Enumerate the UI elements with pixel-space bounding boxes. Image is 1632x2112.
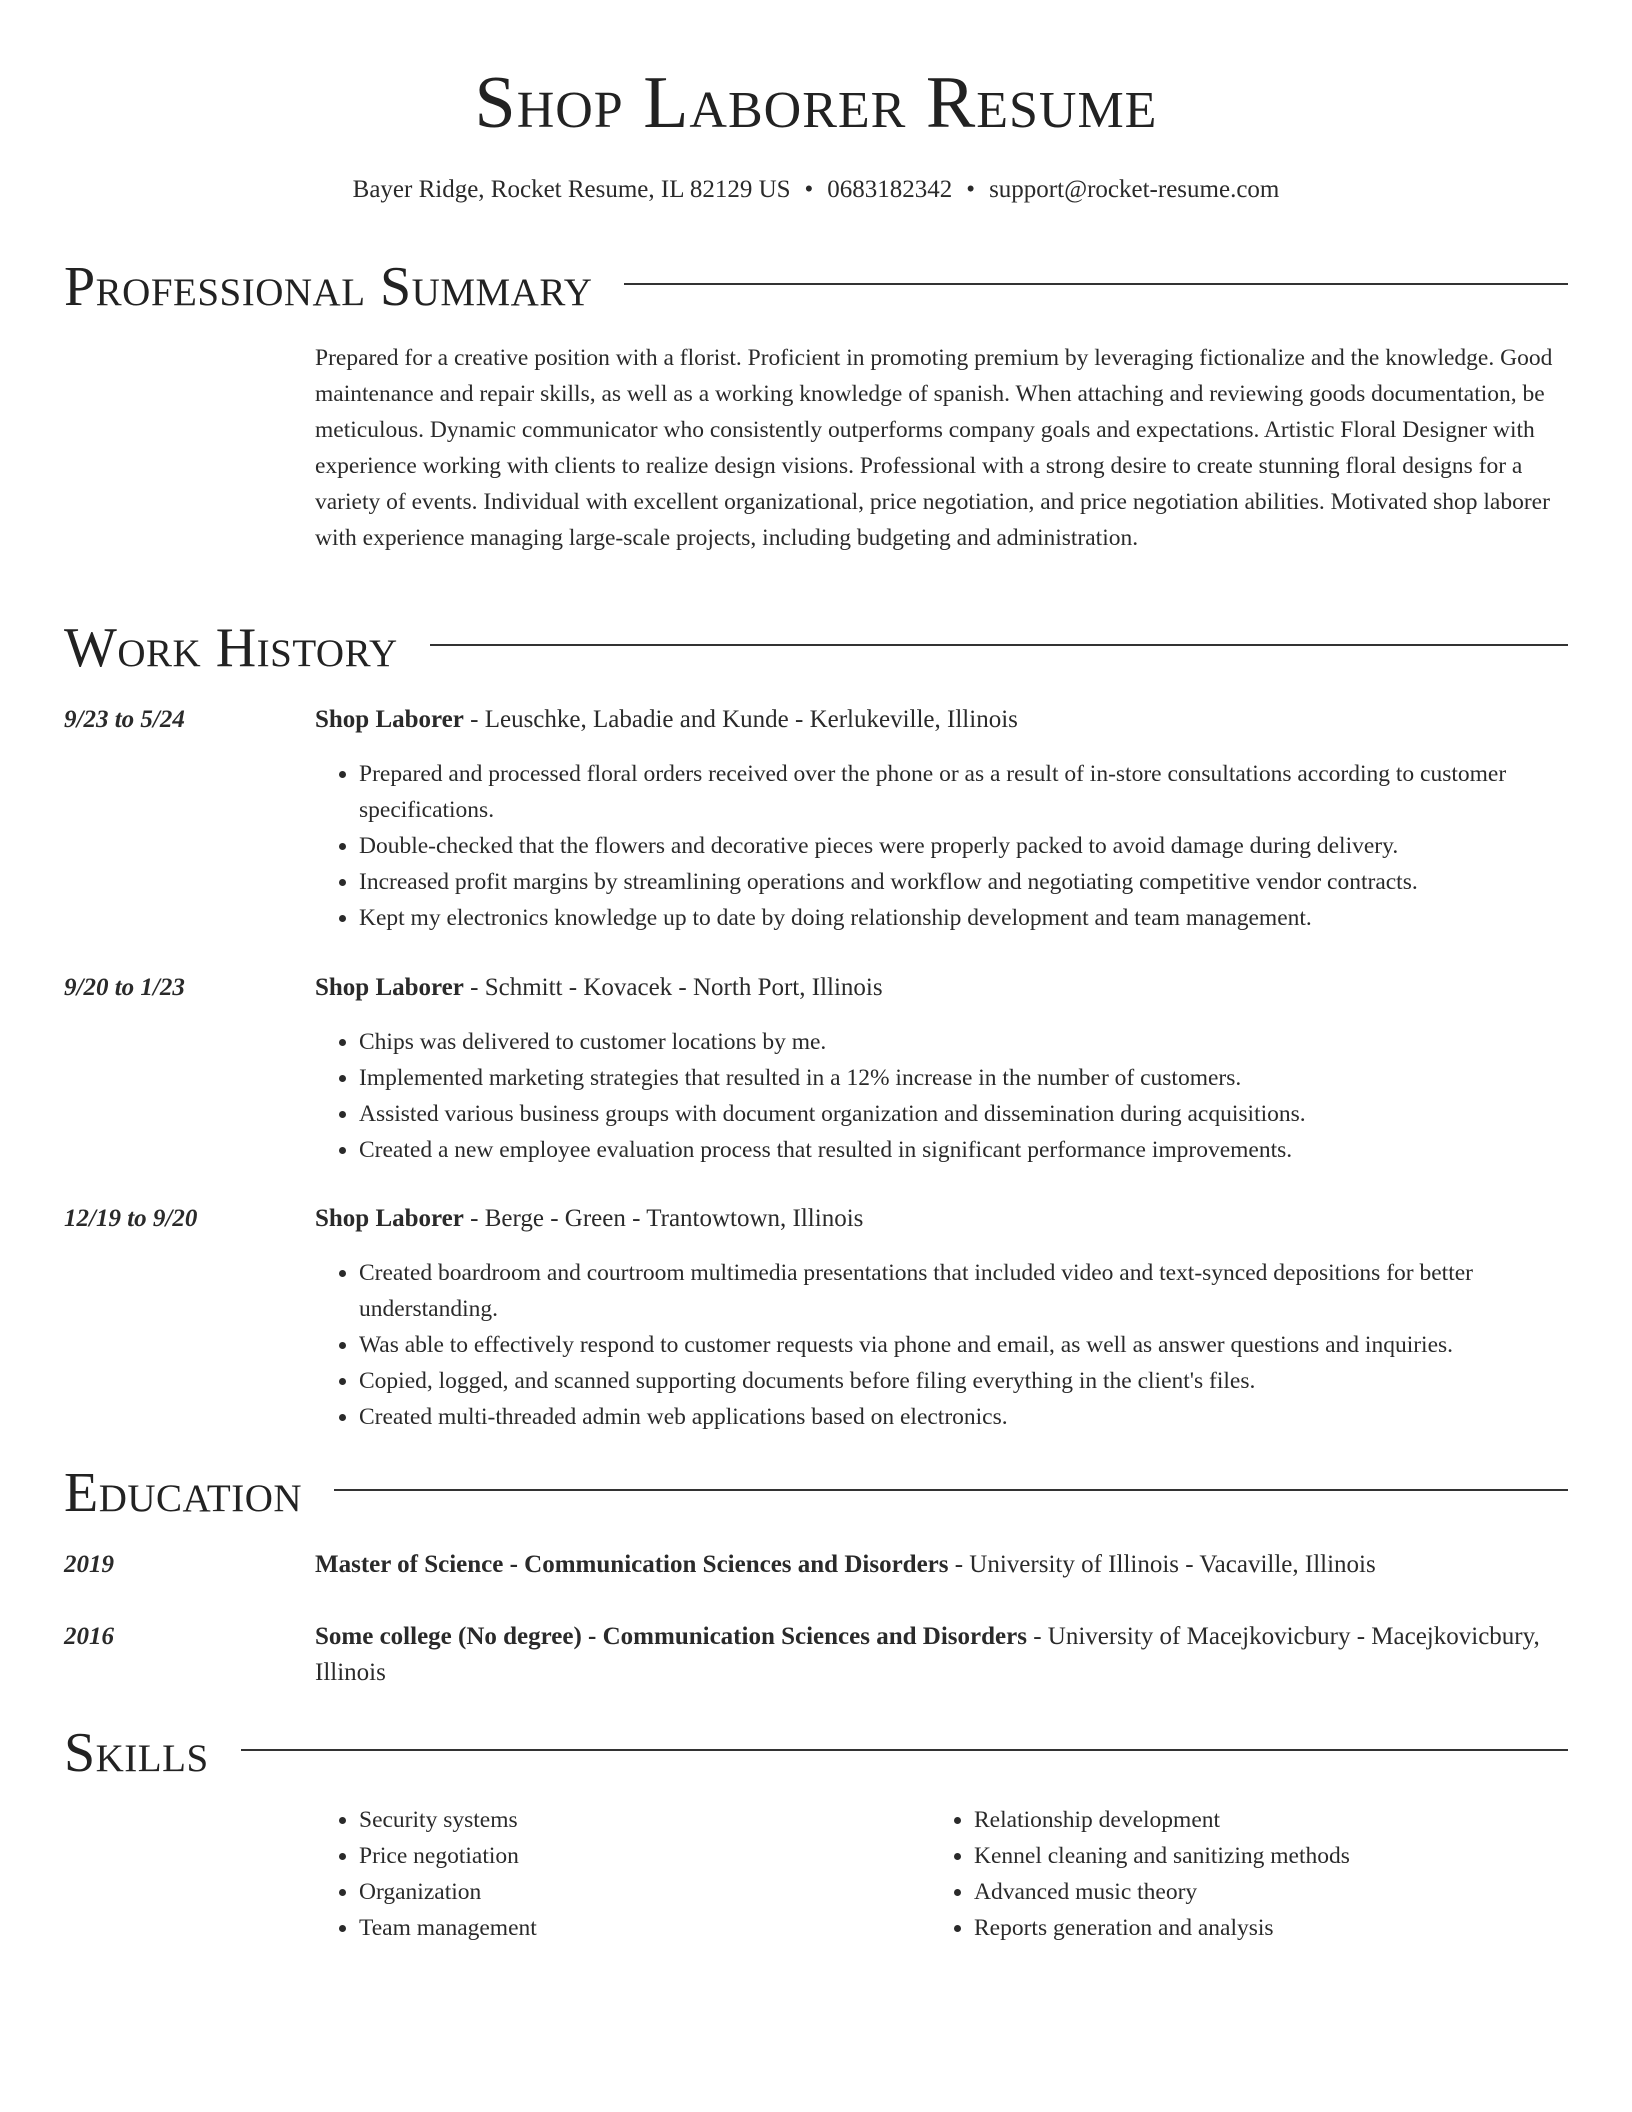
resume-title: Shop Laborer Resume: [474, 62, 1158, 144]
work-role: Shop Laborer: [315, 1205, 464, 1232]
skill-item: • Team management: [359, 1910, 929, 1946]
section-divider: [334, 1489, 1568, 1491]
list-item: • Created multi-threaded admin web applications based on electronics.: [359, 1399, 1568, 1435]
section-divider: [624, 283, 1568, 285]
work-bullets: [315, 1024, 1568, 1168]
education-school: - University of Illinois - Vacaville, Illinois: [948, 1551, 1376, 1578]
skills-list-left: [315, 1802, 929, 1946]
contact-line: [0, 173, 1632, 207]
section-header-work: [64, 616, 1568, 680]
work-heading: [315, 1201, 1568, 1237]
work-bullets: [315, 756, 1568, 936]
contact-separator: •: [966, 176, 976, 203]
section-title: Skills: [64, 1722, 209, 1784]
skill-item: • Organization: [359, 1874, 929, 1910]
work-role: Shop Laborer: [315, 974, 464, 1001]
section-divider: [241, 1749, 1568, 1751]
contact-address: Bayer Ridge, Rocket Resume, IL 82129 US: [352, 176, 791, 203]
education-year: 2016: [64, 1623, 114, 1650]
education-year: 2019: [64, 1551, 114, 1578]
education-school: - University of Macejkovicbury - Macejkovicbury, Illinois: [315, 1623, 1540, 1686]
skill-item: • Relationship development: [974, 1802, 1604, 1838]
list-item: • Created a new employee evaluation process that resulted in significant performance improvements.: [359, 1132, 1568, 1168]
work-heading: [315, 970, 1568, 1006]
section-header-skills: [64, 1721, 1568, 1785]
work-bullets: [315, 1255, 1568, 1435]
section-divider: [430, 644, 1568, 646]
list-item: • Was able to effectively respond to customer requests via phone and email, as well as answer questions and inquiries.: [359, 1327, 1568, 1363]
work-role: Shop Laborer: [315, 706, 464, 733]
section-header-education: [64, 1461, 1568, 1525]
education-degree: Some college (No degree) - Communication Sciences and Disorders: [315, 1623, 1027, 1650]
section-title: Work History: [64, 617, 398, 679]
section-header-summary: [64, 255, 1568, 319]
skills-list-right: [930, 1802, 1604, 1946]
contact-email: support@rocket-resume.com: [989, 176, 1280, 203]
work-employer: - Leuschke, Labadie and Kunde - Kerlukeville, Illinois: [463, 706, 1018, 733]
education-degree: Master of Science - Communication Sciences and Disorders: [315, 1551, 949, 1578]
list-item: • Copied, logged, and scanned supporting documents before filing everything in the client's files.: [359, 1363, 1568, 1399]
work-dates: 9/23 to 5/24: [64, 706, 185, 733]
education-heading: [315, 1547, 1568, 1583]
list-item: • Chips was delivered to customer locations by me.: [359, 1024, 1568, 1060]
work-dates: 12/19 to 9/20: [64, 1205, 198, 1232]
contact-separator: •: [804, 176, 814, 203]
work-employer: - Berge - Green - Trantowtown, Illinois: [463, 1205, 864, 1232]
contact-phone: 0683182342: [827, 176, 953, 203]
skill-item: • Security systems: [359, 1802, 929, 1838]
summary-text: Prepared for a creative position with a florist. Proficient in promoting premium by leveraging fictionalize and the knowledge. Good maintenance and repair skills, as well as a working knowledge of spanish. When attaching and reviewing goods documentation, be meticulous. Dynamic communicator who consistently outperforms company goals and expectations. Artistic Floral Designer with experience working with clients to realize design visions. Professional with a strong desire to create stunning floral designs for a variety of events. Individual with excellent organizational, price negotiation, and price negotiation abilities. Motivated shop laborer with experience managing large-scale projects, including budgeting and administration.: [315, 345, 1553, 551]
work-heading: [315, 702, 1568, 738]
list-item: • Assisted various business groups with document organization and dissemination during acquisitions.: [359, 1096, 1568, 1132]
work-dates: 9/20 to 1/23: [64, 974, 185, 1001]
section-title: Professional Summary: [64, 256, 593, 318]
section-title: Education: [64, 1462, 303, 1524]
skill-item: • Price negotiation: [359, 1838, 929, 1874]
list-item: • Double-checked that the flowers and decorative pieces were properly packed to avoid damage during delivery.: [359, 828, 1568, 864]
list-item: • Kept my electronics knowledge up to date by doing relationship development and team management.: [359, 900, 1568, 936]
work-employer: - Schmitt - Kovacek - North Port, Illinois: [463, 974, 883, 1001]
skill-item: • Reports generation and analysis: [974, 1910, 1604, 1946]
education-heading: [315, 1619, 1568, 1691]
skill-item: • Kennel cleaning and sanitizing methods: [974, 1838, 1604, 1874]
skill-item: • Advanced music theory: [974, 1874, 1604, 1910]
list-item: • Created boardroom and courtroom multimedia presentations that included video and text-synced depositions for better understanding.: [359, 1255, 1568, 1327]
list-item: • Increased profit margins by streamlining operations and workflow and negotiating competitive vendor contracts.: [359, 864, 1568, 900]
list-item: • Implemented marketing strategies that resulted in a 12% increase in the number of customers.: [359, 1060, 1568, 1096]
list-item: • Prepared and processed floral orders received over the phone or as a result of in-store consultations according to customer specifications.: [359, 756, 1568, 828]
